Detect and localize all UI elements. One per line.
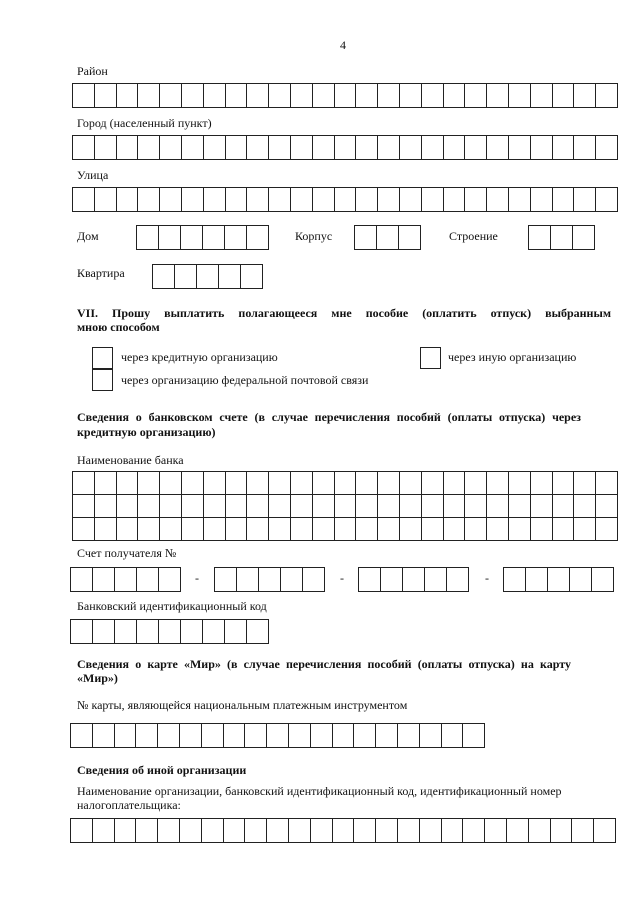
char-cell[interactable] bbox=[269, 472, 291, 495]
char-cell[interactable] bbox=[204, 84, 226, 108]
char-cell[interactable] bbox=[487, 518, 509, 541]
char-cell[interactable] bbox=[573, 226, 595, 250]
char-cell[interactable] bbox=[71, 819, 93, 843]
char-cell[interactable] bbox=[377, 226, 399, 250]
account-part3-field[interactable] bbox=[358, 567, 469, 592]
char-cell[interactable] bbox=[226, 518, 248, 541]
char-cell[interactable] bbox=[574, 518, 596, 541]
char-cell[interactable] bbox=[400, 84, 422, 108]
char-cell[interactable] bbox=[182, 84, 204, 108]
char-cell[interactable] bbox=[117, 495, 139, 518]
house-label: Дом bbox=[77, 229, 99, 243]
char-cell[interactable] bbox=[117, 84, 139, 108]
char-cell[interactable] bbox=[245, 724, 267, 748]
char-cell[interactable] bbox=[93, 620, 115, 644]
char-cell[interactable] bbox=[160, 188, 182, 212]
char-cell[interactable] bbox=[313, 518, 335, 541]
char-cell[interactable] bbox=[93, 819, 115, 843]
char-cell[interactable] bbox=[526, 568, 548, 592]
bik-field[interactable] bbox=[70, 619, 269, 644]
house-field[interactable] bbox=[136, 225, 269, 250]
char-cell[interactable] bbox=[291, 495, 313, 518]
other-org-checkbox[interactable] bbox=[420, 347, 441, 369]
char-cell[interactable] bbox=[403, 568, 425, 592]
char-cell[interactable] bbox=[95, 495, 117, 518]
char-cell[interactable] bbox=[531, 188, 553, 212]
char-cell[interactable] bbox=[117, 188, 139, 212]
char-cell[interactable] bbox=[289, 819, 311, 843]
char-cell[interactable] bbox=[509, 188, 531, 212]
char-cell[interactable] bbox=[73, 495, 95, 518]
char-cell[interactable] bbox=[225, 620, 247, 644]
char-cell[interactable] bbox=[509, 518, 531, 541]
char-cell[interactable] bbox=[182, 495, 204, 518]
char-cell[interactable] bbox=[354, 819, 376, 843]
char-cell[interactable] bbox=[574, 84, 596, 108]
char-cell[interactable] bbox=[313, 84, 335, 108]
char-cell[interactable] bbox=[160, 472, 182, 495]
char-cell[interactable] bbox=[359, 568, 381, 592]
char-cell[interactable] bbox=[356, 518, 378, 541]
building-label: Корпус bbox=[295, 229, 333, 243]
char-cell[interactable] bbox=[219, 265, 241, 289]
street-field[interactable] bbox=[72, 187, 618, 212]
district-label: Район bbox=[77, 64, 108, 78]
credit-org-label: через кредитную организацию bbox=[121, 350, 278, 364]
char-cell[interactable] bbox=[378, 136, 400, 160]
char-cell[interactable] bbox=[463, 724, 485, 748]
char-cell[interactable] bbox=[356, 136, 378, 160]
char-cell[interactable] bbox=[594, 819, 616, 843]
char-cell[interactable] bbox=[291, 518, 313, 541]
char-cell[interactable] bbox=[487, 136, 509, 160]
char-cell[interactable] bbox=[203, 226, 225, 250]
char-cell[interactable] bbox=[204, 188, 226, 212]
char-cell[interactable] bbox=[159, 226, 181, 250]
char-cell[interactable] bbox=[225, 226, 247, 250]
char-cell[interactable] bbox=[335, 136, 357, 160]
char-cell[interactable] bbox=[95, 188, 117, 212]
char-cell[interactable] bbox=[73, 84, 95, 108]
char-cell[interactable] bbox=[553, 136, 575, 160]
char-cell[interactable] bbox=[313, 136, 335, 160]
char-cell[interactable] bbox=[376, 819, 398, 843]
char-cell[interactable] bbox=[269, 495, 291, 518]
char-cell[interactable] bbox=[203, 620, 225, 644]
char-cell[interactable] bbox=[422, 472, 444, 495]
section-vii-heading-line1: VII. Прошу выплатить полагающееся мне пособие (оплатить отпуск) выбранным bbox=[77, 306, 611, 320]
char-cell[interactable] bbox=[447, 568, 469, 592]
char-cell[interactable] bbox=[465, 188, 487, 212]
char-cell[interactable] bbox=[269, 84, 291, 108]
char-cell[interactable] bbox=[570, 568, 592, 592]
char-cell[interactable] bbox=[226, 495, 248, 518]
char-cell[interactable] bbox=[531, 136, 553, 160]
char-cell[interactable] bbox=[422, 136, 444, 160]
char-cell[interactable] bbox=[335, 518, 357, 541]
char-cell[interactable] bbox=[269, 136, 291, 160]
street-label: Улица bbox=[77, 168, 109, 182]
building-field[interactable] bbox=[354, 225, 421, 250]
char-cell[interactable] bbox=[93, 724, 115, 748]
char-cell[interactable] bbox=[153, 265, 175, 289]
apartment-field[interactable] bbox=[152, 264, 263, 289]
char-cell[interactable] bbox=[335, 188, 357, 212]
char-cell[interactable] bbox=[115, 819, 137, 843]
char-cell[interactable] bbox=[553, 84, 575, 108]
char-cell[interactable] bbox=[291, 136, 313, 160]
char-cell[interactable] bbox=[138, 495, 160, 518]
char-cell[interactable] bbox=[509, 495, 531, 518]
char-cell[interactable] bbox=[381, 568, 403, 592]
char-cell[interactable] bbox=[237, 568, 259, 592]
char-cell[interactable] bbox=[137, 568, 159, 592]
bank-account-heading-line2: кредитную организацию) bbox=[77, 425, 216, 439]
char-cell[interactable] bbox=[335, 495, 357, 518]
bank-name-field[interactable] bbox=[72, 471, 618, 541]
char-cell[interactable] bbox=[93, 568, 115, 592]
char-cell[interactable] bbox=[241, 265, 263, 289]
other-org-details-line1: Наименование организации, банковский идентификационный код, идентификационный номер bbox=[77, 784, 562, 798]
char-cell[interactable] bbox=[115, 568, 137, 592]
char-cell[interactable] bbox=[95, 136, 117, 160]
char-cell[interactable] bbox=[422, 84, 444, 108]
char-cell[interactable] bbox=[420, 819, 442, 843]
char-cell[interactable] bbox=[215, 568, 237, 592]
char-cell[interactable] bbox=[422, 495, 444, 518]
char-cell[interactable] bbox=[425, 568, 447, 592]
credit-org-checkbox[interactable] bbox=[92, 347, 113, 369]
char-cell[interactable] bbox=[71, 724, 93, 748]
postal-checkbox[interactable] bbox=[92, 369, 113, 391]
char-cell[interactable] bbox=[95, 84, 117, 108]
char-cell[interactable] bbox=[267, 819, 289, 843]
char-cell[interactable] bbox=[224, 724, 246, 748]
char-cell[interactable] bbox=[487, 495, 509, 518]
char-cell[interactable] bbox=[422, 518, 444, 541]
char-cell[interactable] bbox=[572, 819, 594, 843]
char-cell[interactable] bbox=[289, 724, 311, 748]
char-cell[interactable] bbox=[291, 84, 313, 108]
char-cell[interactable] bbox=[354, 724, 376, 748]
char-cell[interactable] bbox=[378, 472, 400, 495]
char-cell[interactable] bbox=[553, 518, 575, 541]
postal-label: через организацию федеральной почтовой связи bbox=[121, 373, 369, 387]
char-cell[interactable] bbox=[247, 136, 269, 160]
char-cell[interactable] bbox=[313, 472, 335, 495]
account-part2-field[interactable] bbox=[214, 567, 325, 592]
char-cell[interactable] bbox=[444, 188, 466, 212]
char-cell[interactable] bbox=[303, 568, 325, 592]
char-cell[interactable] bbox=[465, 518, 487, 541]
account-separator: - bbox=[340, 571, 344, 585]
char-cell[interactable] bbox=[596, 136, 618, 160]
char-cell[interactable] bbox=[159, 620, 181, 644]
char-cell[interactable] bbox=[137, 226, 159, 250]
account-separator: - bbox=[195, 571, 199, 585]
char-cell[interactable] bbox=[204, 472, 226, 495]
char-cell[interactable] bbox=[507, 819, 529, 843]
char-cell[interactable] bbox=[465, 495, 487, 518]
char-cell[interactable] bbox=[204, 495, 226, 518]
char-cell[interactable] bbox=[442, 819, 464, 843]
char-cell[interactable] bbox=[335, 472, 357, 495]
char-cell[interactable] bbox=[531, 495, 553, 518]
char-cell[interactable] bbox=[378, 84, 400, 108]
char-cell[interactable] bbox=[117, 136, 139, 160]
char-cell[interactable] bbox=[138, 84, 160, 108]
char-cell[interactable] bbox=[400, 136, 422, 160]
char-cell[interactable] bbox=[596, 84, 618, 108]
char-cell[interactable] bbox=[531, 84, 553, 108]
char-cell[interactable] bbox=[160, 495, 182, 518]
char-cell[interactable] bbox=[335, 84, 357, 108]
char-cell[interactable] bbox=[204, 136, 226, 160]
account-part4-field[interactable] bbox=[503, 567, 614, 592]
structure-field[interactable] bbox=[528, 225, 595, 250]
char-cell[interactable] bbox=[333, 724, 355, 748]
char-cell[interactable] bbox=[356, 495, 378, 518]
char-cell[interactable] bbox=[311, 724, 333, 748]
card-number-label: № карты, являющейся национальным платежным инструментом bbox=[77, 698, 408, 712]
char-cell[interactable] bbox=[138, 472, 160, 495]
mir-card-heading-line1: Сведения о карте «Мир» (в случае перечисления пособий (оплаты отпуска) на карту bbox=[77, 657, 571, 671]
char-cell[interactable] bbox=[73, 188, 95, 212]
char-cell[interactable] bbox=[247, 495, 269, 518]
mir-card-heading-line2: «Мир») bbox=[77, 671, 118, 685]
char-cell[interactable] bbox=[281, 568, 303, 592]
char-cell[interactable] bbox=[226, 136, 248, 160]
char-cell[interactable] bbox=[400, 495, 422, 518]
char-cell[interactable] bbox=[159, 568, 181, 592]
char-cell[interactable] bbox=[444, 136, 466, 160]
char-cell[interactable] bbox=[180, 724, 202, 748]
char-cell[interactable] bbox=[444, 518, 466, 541]
char-cell[interactable] bbox=[115, 724, 137, 748]
bank-name-label: Наименование банка bbox=[77, 453, 184, 467]
char-cell[interactable] bbox=[245, 819, 267, 843]
char-cell[interactable] bbox=[378, 518, 400, 541]
char-cell[interactable] bbox=[592, 568, 614, 592]
char-cell[interactable] bbox=[356, 84, 378, 108]
char-cell[interactable] bbox=[226, 188, 248, 212]
char-cell[interactable] bbox=[226, 84, 248, 108]
char-cell[interactable] bbox=[551, 226, 573, 250]
char-cell[interactable] bbox=[531, 518, 553, 541]
char-cell[interactable] bbox=[422, 188, 444, 212]
char-cell[interactable] bbox=[224, 819, 246, 843]
char-cell[interactable] bbox=[247, 472, 269, 495]
char-cell[interactable] bbox=[247, 84, 269, 108]
char-cell[interactable] bbox=[548, 568, 570, 592]
char-cell[interactable] bbox=[117, 472, 139, 495]
char-cell[interactable] bbox=[398, 819, 420, 843]
char-cell[interactable] bbox=[553, 472, 575, 495]
char-cell[interactable] bbox=[182, 188, 204, 212]
char-cell[interactable] bbox=[73, 518, 95, 541]
char-cell[interactable] bbox=[398, 724, 420, 748]
char-cell[interactable] bbox=[158, 819, 180, 843]
char-cell[interactable] bbox=[485, 819, 507, 843]
char-cell[interactable] bbox=[175, 265, 197, 289]
char-cell[interactable] bbox=[333, 819, 355, 843]
char-cell[interactable] bbox=[269, 188, 291, 212]
account-label: Счет получателя № bbox=[77, 546, 177, 560]
char-cell[interactable] bbox=[95, 472, 117, 495]
district-field[interactable] bbox=[72, 83, 618, 108]
other-org-label: через иную организацию bbox=[448, 350, 577, 364]
char-cell[interactable] bbox=[115, 620, 137, 644]
char-cell[interactable] bbox=[71, 620, 93, 644]
char-cell[interactable] bbox=[181, 226, 203, 250]
char-cell[interactable] bbox=[574, 188, 596, 212]
char-cell[interactable] bbox=[160, 84, 182, 108]
char-cell[interactable] bbox=[509, 472, 531, 495]
char-cell[interactable] bbox=[182, 472, 204, 495]
char-cell[interactable] bbox=[442, 724, 464, 748]
char-cell[interactable] bbox=[136, 724, 158, 748]
char-cell[interactable] bbox=[400, 472, 422, 495]
char-cell[interactable] bbox=[596, 188, 618, 212]
char-cell[interactable] bbox=[182, 518, 204, 541]
char-cell[interactable] bbox=[487, 188, 509, 212]
page-number: 4 bbox=[340, 38, 346, 52]
bank-account-heading-line1: Сведения о банковском счете (в случае перечисления пособий (оплаты отпуска) через bbox=[77, 410, 581, 424]
char-cell[interactable] bbox=[596, 495, 618, 518]
card-number-field[interactable] bbox=[70, 723, 485, 748]
char-cell[interactable] bbox=[531, 472, 553, 495]
char-cell[interactable] bbox=[574, 495, 596, 518]
section-vii-heading-line2: мною способом bbox=[77, 320, 160, 334]
char-cell[interactable] bbox=[356, 472, 378, 495]
char-cell[interactable] bbox=[291, 188, 313, 212]
char-cell[interactable] bbox=[202, 819, 224, 843]
char-cell[interactable] bbox=[181, 620, 203, 644]
char-cell[interactable] bbox=[313, 495, 335, 518]
account-part1-field[interactable] bbox=[70, 567, 181, 592]
char-cell[interactable] bbox=[291, 472, 313, 495]
char-cell[interactable] bbox=[138, 188, 160, 212]
char-cell[interactable] bbox=[117, 518, 139, 541]
char-cell[interactable] bbox=[313, 188, 335, 212]
char-cell[interactable] bbox=[596, 472, 618, 495]
char-cell[interactable] bbox=[378, 188, 400, 212]
city-label: Город (населенный пункт) bbox=[77, 116, 212, 130]
other-org-heading: Сведения об иной организации bbox=[77, 763, 247, 777]
char-cell[interactable] bbox=[160, 518, 182, 541]
char-cell[interactable] bbox=[259, 568, 281, 592]
char-cell[interactable] bbox=[247, 620, 269, 644]
bik-label: Банковский идентификационный код bbox=[77, 599, 267, 613]
char-cell[interactable] bbox=[400, 188, 422, 212]
char-cell[interactable] bbox=[487, 84, 509, 108]
char-cell[interactable] bbox=[73, 136, 95, 160]
char-cell[interactable] bbox=[137, 620, 159, 644]
char-cell[interactable] bbox=[400, 518, 422, 541]
char-cell[interactable] bbox=[574, 136, 596, 160]
char-cell[interactable] bbox=[269, 518, 291, 541]
char-cell[interactable] bbox=[356, 188, 378, 212]
char-cell[interactable] bbox=[247, 226, 269, 250]
other-org-details-line2: налогоплательщика: bbox=[77, 798, 181, 812]
char-cell[interactable] bbox=[504, 568, 526, 592]
char-cell[interactable] bbox=[551, 819, 573, 843]
char-cell[interactable] bbox=[160, 136, 182, 160]
char-cell[interactable] bbox=[596, 518, 618, 541]
char-cell[interactable] bbox=[95, 518, 117, 541]
char-cell[interactable] bbox=[465, 84, 487, 108]
account-separator: - bbox=[485, 571, 489, 585]
char-cell[interactable] bbox=[553, 188, 575, 212]
char-cell[interactable] bbox=[267, 724, 289, 748]
char-cell[interactable] bbox=[182, 136, 204, 160]
char-cell[interactable] bbox=[376, 724, 398, 748]
char-cell[interactable] bbox=[420, 724, 442, 748]
char-cell[interactable] bbox=[529, 819, 551, 843]
char-cell[interactable] bbox=[136, 819, 158, 843]
structure-label: Строение bbox=[449, 229, 498, 243]
char-cell[interactable] bbox=[529, 226, 551, 250]
char-cell[interactable] bbox=[71, 568, 93, 592]
char-cell[interactable] bbox=[509, 136, 531, 160]
char-cell[interactable] bbox=[444, 472, 466, 495]
char-cell[interactable] bbox=[226, 472, 248, 495]
char-cell[interactable] bbox=[138, 518, 160, 541]
city-field[interactable] bbox=[72, 135, 618, 160]
char-cell[interactable] bbox=[487, 472, 509, 495]
char-cell[interactable] bbox=[553, 495, 575, 518]
char-cell[interactable] bbox=[311, 819, 333, 843]
char-cell[interactable] bbox=[204, 518, 226, 541]
char-cell[interactable] bbox=[465, 136, 487, 160]
char-cell[interactable] bbox=[463, 819, 485, 843]
char-cell[interactable] bbox=[509, 84, 531, 108]
other-org-field[interactable] bbox=[70, 818, 616, 843]
char-cell[interactable] bbox=[574, 472, 596, 495]
char-cell[interactable] bbox=[138, 136, 160, 160]
char-cell[interactable] bbox=[197, 265, 219, 289]
char-cell[interactable] bbox=[202, 724, 224, 748]
char-cell[interactable] bbox=[73, 472, 95, 495]
char-cell[interactable] bbox=[378, 495, 400, 518]
char-cell[interactable] bbox=[247, 188, 269, 212]
char-cell[interactable] bbox=[399, 226, 421, 250]
char-cell[interactable] bbox=[444, 84, 466, 108]
char-cell[interactable] bbox=[444, 495, 466, 518]
char-cell[interactable] bbox=[465, 472, 487, 495]
char-cell[interactable] bbox=[247, 518, 269, 541]
char-cell[interactable] bbox=[158, 724, 180, 748]
char-cell[interactable] bbox=[180, 819, 202, 843]
char-cell[interactable] bbox=[355, 226, 377, 250]
apartment-label: Квартира bbox=[77, 266, 125, 280]
